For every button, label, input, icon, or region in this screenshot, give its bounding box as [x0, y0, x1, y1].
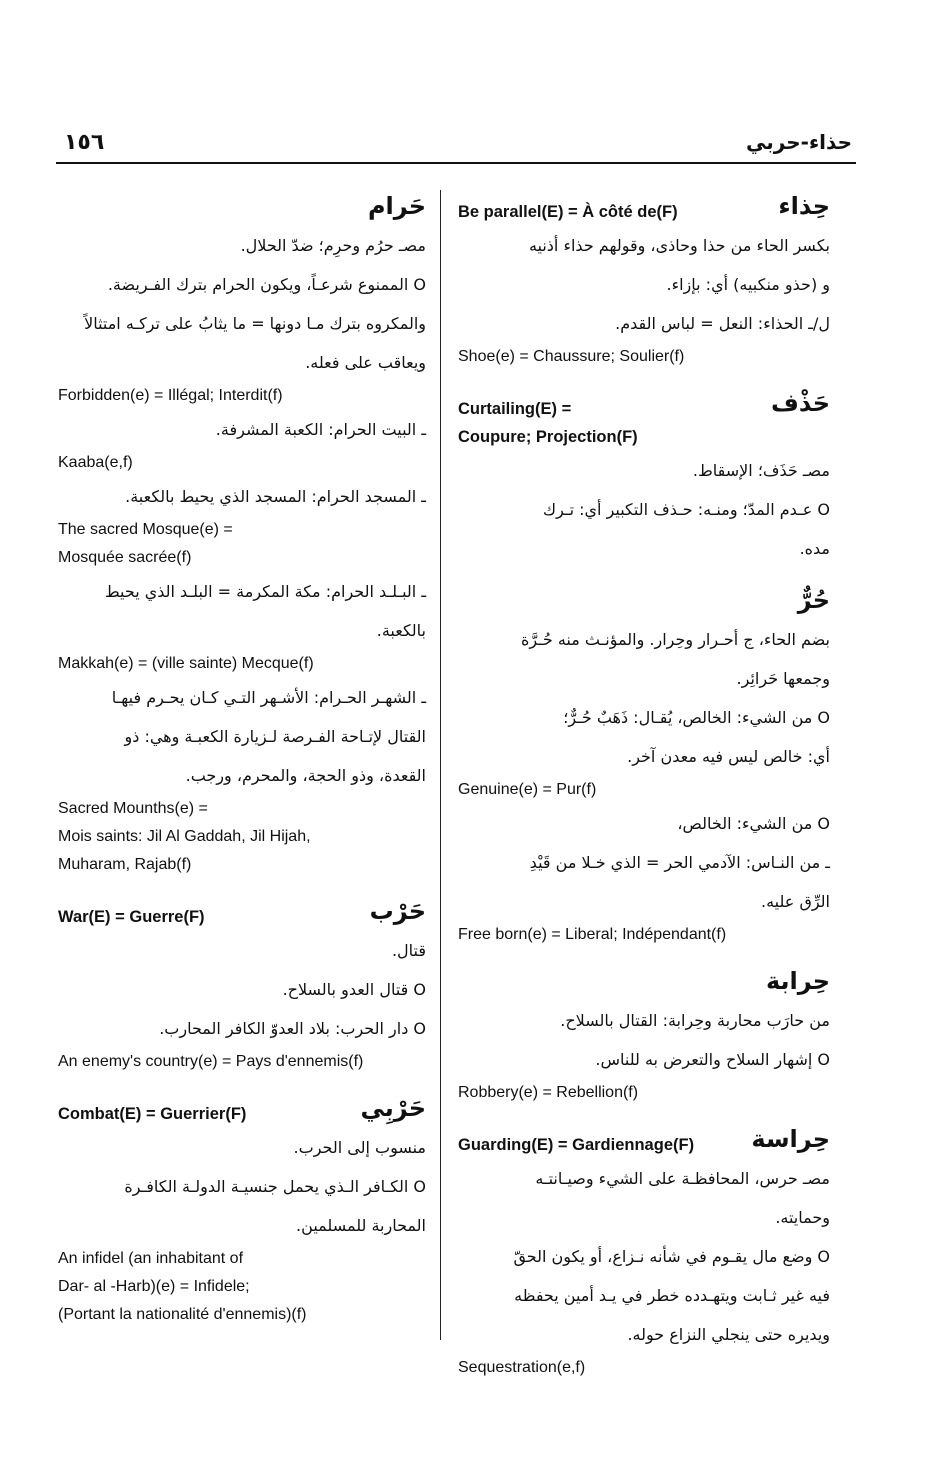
arabic-definition-line: ـ الشهـر الحـرام: الأشـهر التـي كـان يحـرم فيهـا — [111, 688, 426, 707]
english-translation-line: Muharam, Rajab(f) — [58, 856, 192, 873]
arabic-definition-line: مصـ حرس، المحافظـة على الشيء وصيـانتـه — [535, 1169, 830, 1188]
arabic-headword: حَرام — [367, 192, 426, 220]
entry-heading — [58, 1090, 426, 1126]
dictionary-entry — [458, 385, 830, 568]
arabic-definition-line: O قتال العدو بالسلاح. — [282, 980, 426, 999]
arabic-headword: حِرابة — [765, 967, 830, 995]
dictionary-entry — [58, 893, 426, 1076]
arabic-definition-line: وحمايته. — [775, 1208, 830, 1227]
dictionary-entry — [58, 1090, 426, 1329]
left-column — [58, 188, 426, 1364]
arabic-definition-line: منسوب إلى الحرب. — [293, 1138, 426, 1157]
arabic-definition-line: ـ من النـاس: الآدمي الحر = الذي خـلا من قَيْدِ — [529, 853, 830, 872]
english-translation-line: Robbery(e) = Rebellion(f) — [458, 1084, 639, 1101]
english-headword: Curtailing(E) = — [458, 400, 572, 418]
arabic-definition-line: قتال. — [391, 941, 426, 960]
arabic-definition-line: أي: خالص ليس فيه معدن آخر. — [627, 747, 830, 766]
arabic-definition-line: O من الشيء: الخالص، يُقـال: ذَهَبٌ حُـرٌّ؛ — [563, 708, 830, 727]
arabic-headword: حَذْف — [770, 389, 830, 417]
arabic-definition-line: مصـ حرُم وحرِم؛ ضدّ الحلال. — [240, 236, 426, 255]
english-translation-line: Mois saints: Jil Al Gaddah, Jil Hijah, — [58, 828, 311, 845]
arabic-definition-line: ـ البـلـد الحرام: مكة المكرمة = البلـد الذي يحيط — [104, 582, 426, 601]
english-headword: Combat(E) = Guerrier(F) — [58, 1105, 247, 1123]
english-translation-line: Shoe(e) = Chaussure; Soulier(f) — [458, 348, 685, 365]
entry-heading — [458, 963, 830, 999]
english-translation-line: Sacred Mounths(e) = — [58, 800, 208, 817]
arabic-definition-line: القتال لإتـاحة الفـرصة لـزيارة الكعبـة وهي: ذو — [124, 727, 426, 746]
arabic-definition-line: O وضع مال يقـوم في شأنه نـزاع، أو يكون الحقّ — [513, 1247, 830, 1266]
english-headword: War(E) = Guerre(F) — [58, 908, 205, 926]
arabic-headword: حَرْبِي — [360, 1094, 426, 1122]
english-translation-line: The sacred Mosque(e) = — [58, 521, 233, 538]
entry-heading — [458, 582, 830, 618]
arabic-definition-line: بكسر الحاء من حذا وحاذى، وقولهم حذاء أذنيه — [528, 236, 830, 255]
arabic-definition-line: ـ البيت الحرام: الكعبة المشرفة. — [215, 420, 426, 439]
arabic-definition-line: من حارَب محاربة وحِرابة: القتال بالسلاح. — [560, 1011, 830, 1030]
arabic-definition-line: O عـدم المدّ؛ ومنـه: حـذف التكبير أي: تـرك — [542, 500, 830, 519]
dictionary-entry — [458, 188, 830, 371]
entry-heading — [458, 385, 830, 421]
arabic-definition-line: O دار الحرب: بلاد العدوّ الكافر المحارب. — [159, 1019, 426, 1038]
arabic-definition-line: O الكـافر الـذي يحمل جنسيـة الدولـة الكافـرة — [124, 1177, 426, 1196]
english-headword-continued: Coupure; Projection(F) — [458, 428, 638, 446]
page-header — [56, 128, 856, 164]
dictionary-entry — [458, 1121, 830, 1382]
page-number: ١٥٦ — [64, 130, 105, 155]
arabic-headword: حِراسة — [751, 1125, 830, 1153]
entry-heading — [458, 188, 830, 224]
arabic-definition-line: القعدة، وذو الحجة، والمحرم، ورجب. — [185, 766, 426, 785]
english-translation-line: (Portant la nationalité d'ennemis)(f) — [58, 1306, 307, 1323]
arabic-definition-line: وجمعها حَرائِر. — [736, 669, 830, 688]
entry-heading — [58, 893, 426, 929]
english-translation-line: Forbidden(e) = Illégal; Interdit(f) — [58, 387, 283, 404]
english-translation-line: Genuine(e) = Pur(f) — [458, 781, 597, 798]
arabic-definition-line: ـ المسجد الحرام: المسجد الذي يحيط بالكعبة. — [125, 487, 426, 506]
arabic-definition-line: الرِّق عليه. — [761, 892, 830, 911]
arabic-definition-line: بالكعبة. — [376, 621, 426, 640]
arabic-definition-line: ل/ـ الحذاء: النعل = لباس القدم. — [615, 314, 830, 333]
english-headword: Be parallel(E) = À côté de(F) — [458, 203, 678, 221]
arabic-definition-line: ويعاقب على فعله. — [305, 353, 426, 372]
english-translation-line: Kaaba(e,f) — [58, 454, 133, 471]
dictionary-entry — [458, 582, 830, 949]
arabic-definition-line: المحاربة للمسلمين. — [296, 1216, 426, 1235]
right-column — [458, 188, 830, 1376]
running-head: حذاء-حربي — [746, 130, 852, 154]
arabic-definition-line: مده. — [799, 539, 830, 558]
arabic-headword: حَرْب — [369, 897, 426, 925]
arabic-definition-line: O إشهار السلاح والتعرض به للناس. — [595, 1050, 830, 1069]
arabic-definition-line: O الممنوع شرعـاً، ويكون الحرام بترك الفـريضة. — [107, 275, 426, 294]
arabic-headword: حُرٌّ — [797, 586, 830, 614]
english-translation-line: An infidel (an inhabitant of — [58, 1250, 244, 1267]
column-divider — [440, 190, 441, 1340]
arabic-headword: حِذاء — [778, 192, 830, 220]
english-translation-line: Mosquée sacrée(f) — [58, 549, 192, 566]
arabic-definition-line: ويديره حتى ينجلي النزاع حوله. — [627, 1325, 830, 1344]
english-translation-line: Free born(e) = Liberal; Indépendant(f) — [458, 926, 727, 943]
english-translation-line: Makkah(e) = (ville sainte) Mecque(f) — [58, 655, 314, 672]
english-headword: Guarding(E) = Gardiennage(F) — [458, 1136, 695, 1154]
dictionary-entry — [58, 188, 426, 879]
arabic-definition-line: فيه غير ثـابت ويتهـدده خطر في يـد أمين يحفظه — [514, 1286, 830, 1305]
arabic-definition-line: و (حذو منكبيه) أي: بإزاء. — [666, 275, 830, 294]
arabic-definition-line: والمكروه بترك مـا دونها = ما يثابُ على تركـه امتثالاً — [84, 314, 426, 333]
arabic-definition-line: مصـ حَذَف؛ الإسقاط. — [692, 461, 830, 480]
arabic-definition-line: بضم الحاء، ج أحـرار وحِرار. والمؤنـث منه حُـرَّة — [520, 630, 830, 649]
arabic-definition-line: O من الشيء: الخالص، — [677, 814, 830, 833]
english-translation-line: Sequestration(e,f) — [458, 1359, 586, 1376]
english-translation-line: An enemy's country(e) = Pays d'ennemis(f) — [58, 1053, 364, 1070]
english-translation-line: Dar- al -Harb)(e) = Infidele; — [58, 1278, 250, 1295]
dictionary-entry — [458, 963, 830, 1107]
entry-heading — [58, 188, 426, 224]
entry-heading — [458, 1121, 830, 1157]
